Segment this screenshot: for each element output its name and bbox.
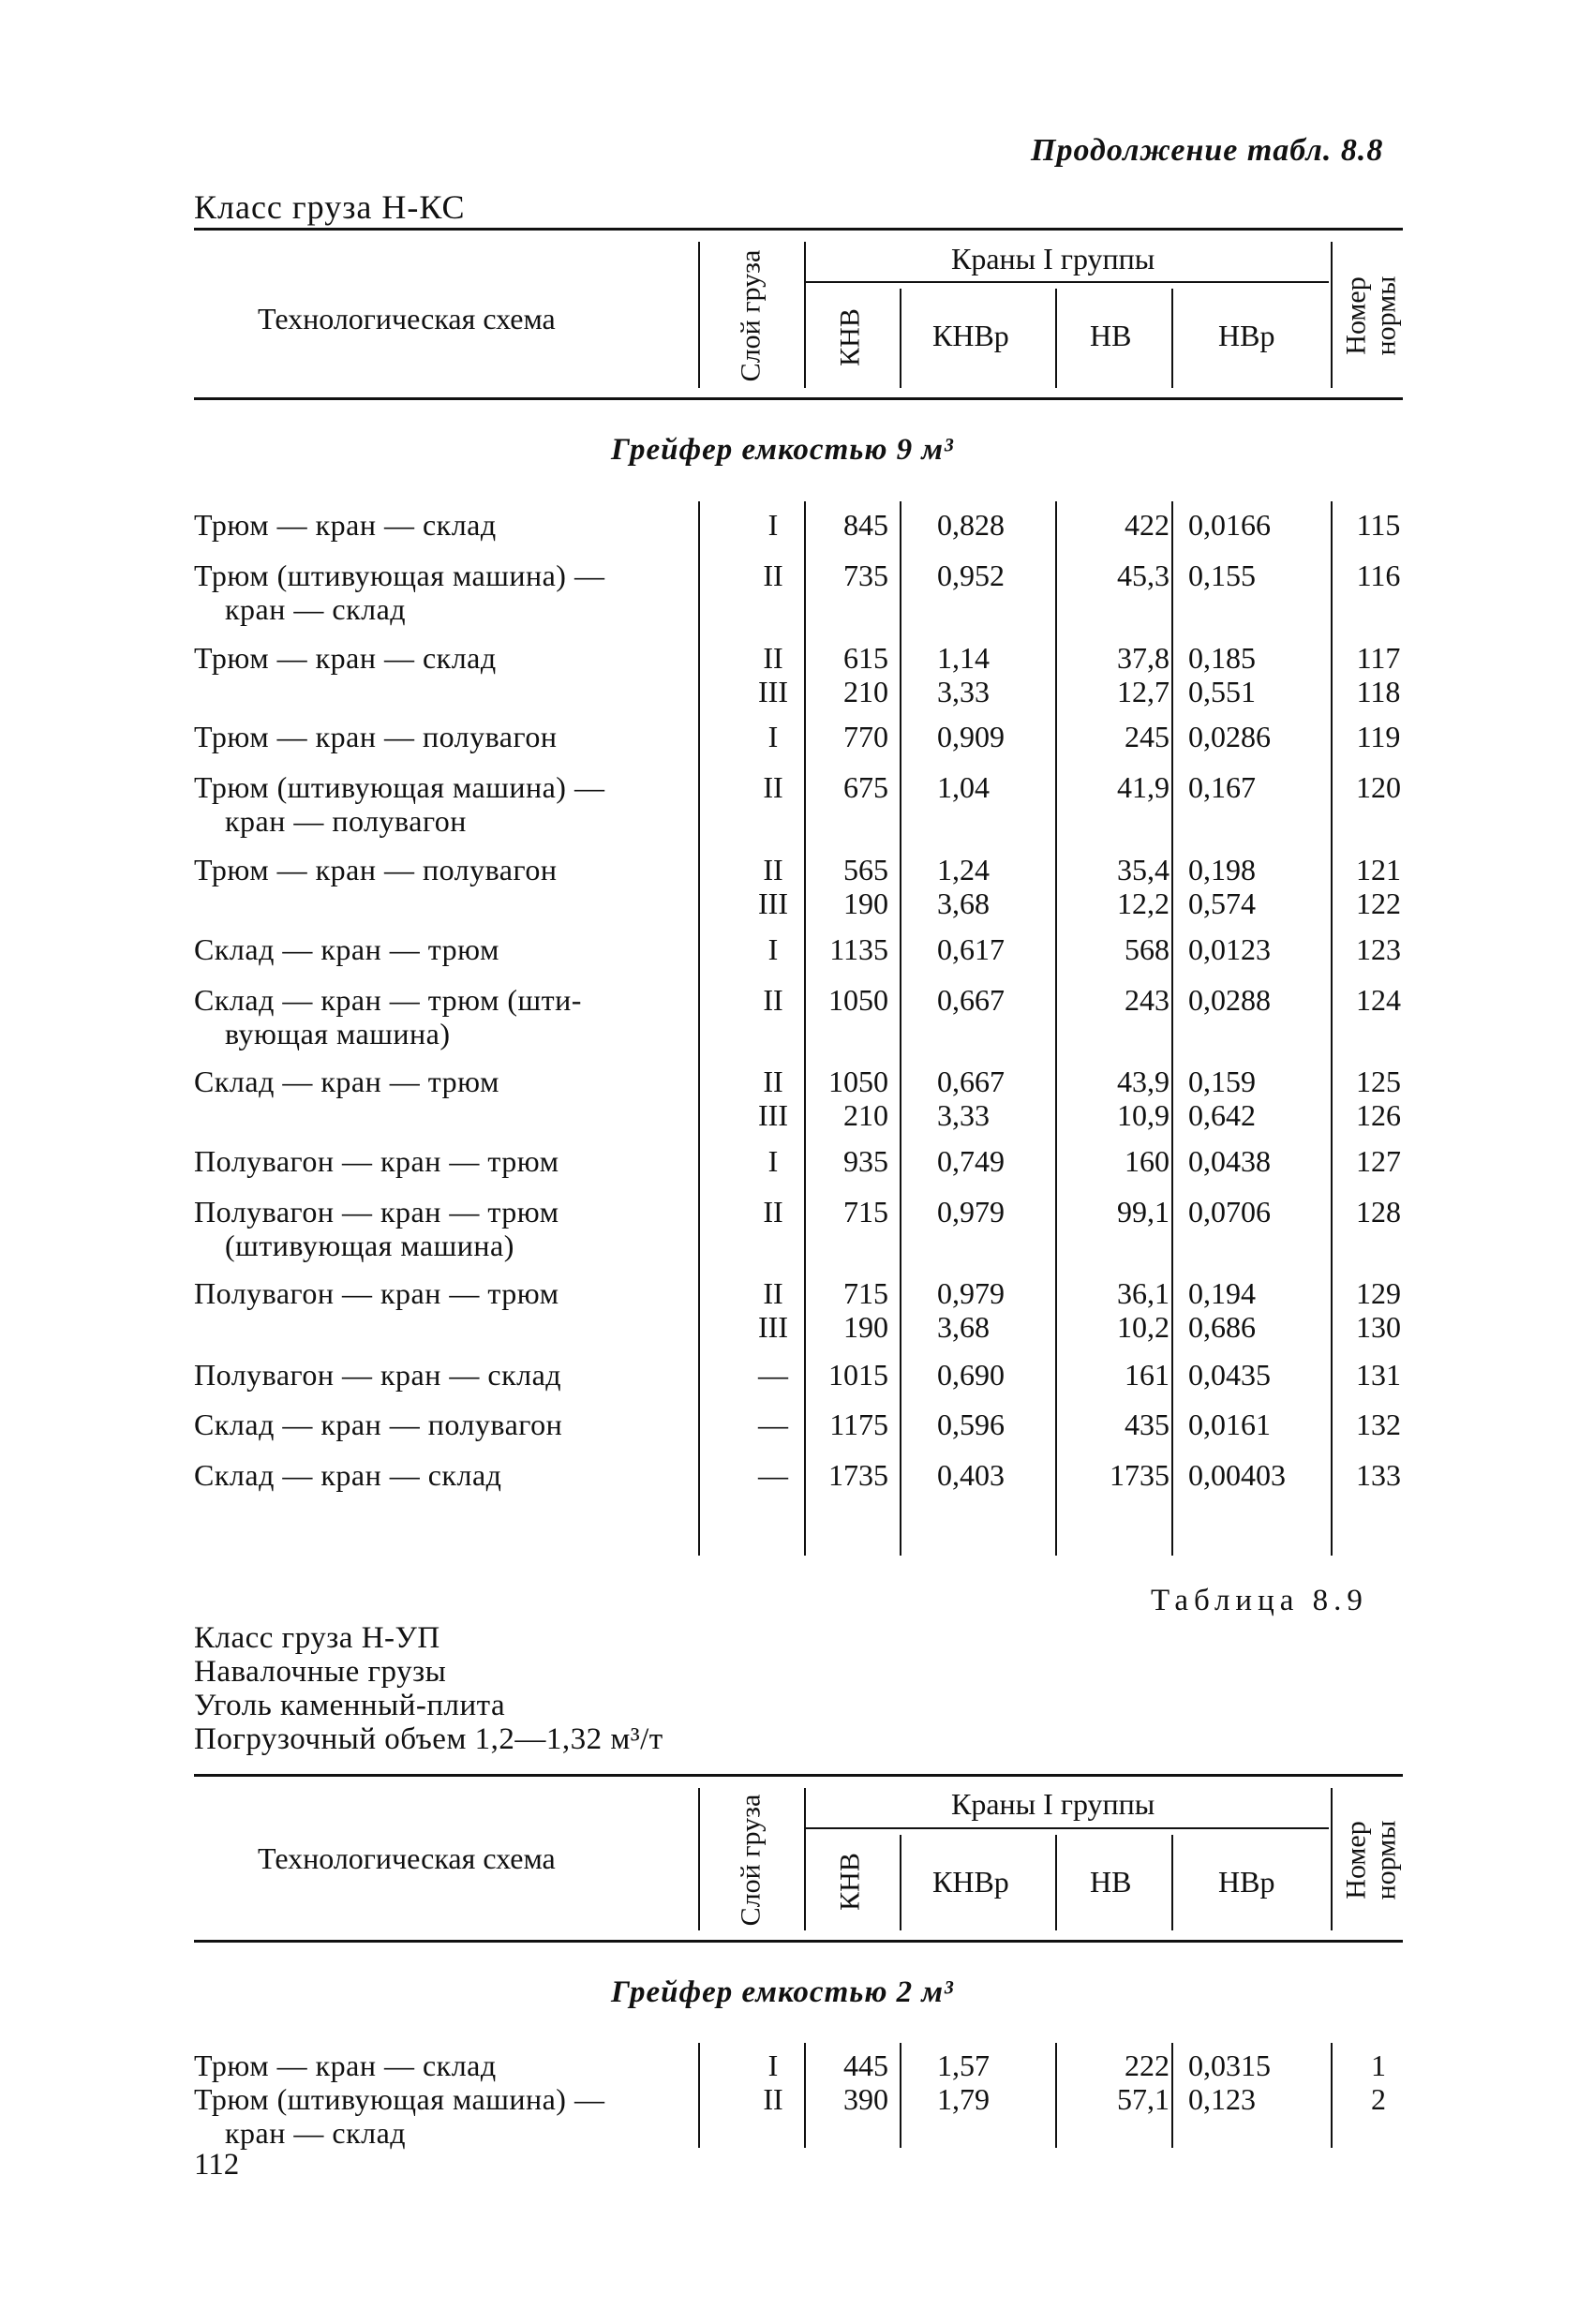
cell-layer: III bbox=[758, 675, 788, 708]
cell-scheme: Полувагон — кран — трюм bbox=[194, 1195, 559, 1229]
cell-nvr: 0,0286 bbox=[1188, 720, 1271, 753]
cell-nv: 422 bbox=[1125, 508, 1169, 542]
cell-scheme: Склад — кран — трюм bbox=[194, 1065, 499, 1098]
cell-nvr: 0,0123 bbox=[1188, 932, 1271, 966]
table2-info-coal: Уголь каменный-плита bbox=[194, 1689, 506, 1722]
cell-layer: I bbox=[767, 720, 779, 753]
table2-top-rule bbox=[194, 1774, 1403, 1777]
table2-hdr-vline bbox=[1171, 1835, 1173, 1930]
table1-body-vline bbox=[1331, 501, 1333, 1556]
cell-knv: 715 bbox=[843, 1195, 888, 1229]
cell-nvr: 0,642 bbox=[1188, 1098, 1256, 1132]
table2-hdr-vline bbox=[1055, 1835, 1057, 1930]
cell-norm: 129 bbox=[1356, 1276, 1401, 1310]
cell-nvr: 0,198 bbox=[1188, 853, 1256, 886]
table1-hdr-vline bbox=[804, 242, 806, 388]
cell-layer: II bbox=[763, 559, 783, 592]
cell-scheme: Склад — кран — трюм bbox=[194, 932, 499, 966]
table1-hdr-vline bbox=[1171, 289, 1173, 388]
cell-norm: 119 bbox=[1356, 720, 1401, 753]
cell-knvr: 3,68 bbox=[937, 886, 990, 920]
cell-layer: — bbox=[758, 1408, 788, 1441]
cell-nv: 435 bbox=[1125, 1408, 1169, 1441]
cell-nvr: 0,0315 bbox=[1188, 2048, 1271, 2082]
table1-group-rule bbox=[804, 281, 1329, 283]
cell-nvr: 0,0706 bbox=[1188, 1195, 1271, 1229]
table2-group-rule bbox=[804, 1827, 1329, 1829]
table1-body-vline bbox=[698, 501, 700, 1556]
t2-header-nv: НВ bbox=[1090, 1865, 1132, 1899]
cell-nv: 245 bbox=[1125, 720, 1169, 753]
table2-hdr-vline bbox=[804, 1788, 806, 1930]
cell-nvr: 0,194 bbox=[1188, 1276, 1256, 1310]
header-nvr: НВр bbox=[1218, 319, 1275, 352]
cell-norm: 125 bbox=[1356, 1065, 1401, 1098]
cell-knv: 210 bbox=[843, 1098, 888, 1132]
cell-norm: 126 bbox=[1356, 1098, 1401, 1132]
header-nv: НВ bbox=[1090, 319, 1132, 352]
cell-knvr: 1,79 bbox=[937, 2082, 990, 2116]
cell-norm: 123 bbox=[1356, 932, 1401, 966]
table1-hdr-vline bbox=[1055, 289, 1057, 388]
table1-body-vline bbox=[1171, 501, 1173, 1556]
cell-scheme: Трюм (штивующая машина) — bbox=[194, 770, 605, 804]
cell-scheme: Склад — кран — склад bbox=[194, 1458, 502, 1492]
cell-nvr: 0,0288 bbox=[1188, 983, 1271, 1017]
cell-scheme: Склад — кран — полувагон bbox=[194, 1408, 563, 1441]
cell-nvr: 0,574 bbox=[1188, 886, 1256, 920]
cell-knvr: 0,952 bbox=[937, 559, 1005, 592]
cell-knv: 565 bbox=[843, 853, 888, 886]
cell-scheme: Трюм (штивующая машина) — bbox=[194, 2082, 605, 2116]
cell-knvr: 0,690 bbox=[937, 1358, 1005, 1392]
cell-norm: 2 bbox=[1371, 2082, 1386, 2116]
cell-norm: 124 bbox=[1356, 983, 1401, 1017]
cell-knv: 615 bbox=[843, 641, 888, 675]
cell-nvr: 0,0166 bbox=[1188, 508, 1271, 542]
table2-info-cargo: Навалочные грузы bbox=[194, 1655, 447, 1689]
cell-nvr: 0,00403 bbox=[1188, 1458, 1286, 1492]
cell-norm: 133 bbox=[1356, 1458, 1401, 1492]
cell-norm: 131 bbox=[1356, 1358, 1401, 1392]
cell-knvr: 0,979 bbox=[937, 1276, 1005, 1310]
cell-nvr: 0,123 bbox=[1188, 2082, 1256, 2116]
cell-nv: 243 bbox=[1125, 983, 1169, 1017]
cell-scheme: Трюм (штивующая машина) — bbox=[194, 559, 605, 592]
cell-knvr: 0,403 bbox=[937, 1458, 1005, 1492]
cell-layer: — bbox=[758, 1458, 788, 1492]
cell-layer: I bbox=[767, 508, 779, 542]
table1-class-title: Класс груза Н-КС bbox=[194, 188, 466, 226]
cell-layer: II bbox=[763, 2082, 783, 2116]
cell-knvr: 0,667 bbox=[937, 1065, 1005, 1098]
cell-nv: 161 bbox=[1125, 1358, 1169, 1392]
header-crane-group: Краны I группы bbox=[951, 242, 1155, 276]
table1-top-rule bbox=[194, 228, 1403, 231]
cell-norm: 130 bbox=[1356, 1310, 1401, 1344]
cell-layer: II bbox=[763, 1276, 783, 1310]
cell-scheme: Склад — кран — трюм (шти- bbox=[194, 983, 582, 1017]
cell-knvr: 0,749 bbox=[937, 1144, 1005, 1178]
t2-header-knv: КНВ bbox=[834, 1853, 866, 1911]
cell-layer: II bbox=[763, 1065, 783, 1098]
cell-nvr: 0,0438 bbox=[1188, 1144, 1271, 1178]
cell-scheme: Полувагон — кран — склад bbox=[194, 1358, 562, 1392]
t2-header-layer: Слой груза bbox=[735, 1794, 767, 1927]
cell-norm: 117 bbox=[1356, 641, 1401, 675]
cell-scheme: кран — склад bbox=[225, 592, 407, 626]
table2-body-vline bbox=[1171, 2043, 1173, 2148]
header-scheme: Технологическая схема bbox=[258, 302, 556, 335]
cell-knvr: 3,33 bbox=[937, 1098, 990, 1132]
cell-layer: I bbox=[767, 932, 779, 966]
cell-nv: 12,7 bbox=[1117, 675, 1169, 708]
cell-knvr: 0,979 bbox=[937, 1195, 1005, 1229]
cell-nvr: 0,686 bbox=[1188, 1310, 1256, 1344]
cell-layer: II bbox=[763, 641, 783, 675]
cell-nvr: 0,0161 bbox=[1188, 1408, 1271, 1441]
cell-knv: 935 bbox=[843, 1144, 888, 1178]
cell-knv: 190 bbox=[843, 1310, 888, 1344]
cell-layer: I bbox=[767, 2048, 779, 2082]
table2-body-vline bbox=[900, 2043, 901, 2148]
cell-scheme: кран — склад bbox=[225, 2116, 407, 2150]
cell-scheme: Трюм — кран — склад bbox=[194, 508, 497, 542]
cell-knv: 1050 bbox=[828, 983, 888, 1017]
t2-header-crane-group: Краны I группы bbox=[951, 1787, 1155, 1821]
t2-header-norm: Номер нормы bbox=[1340, 1820, 1401, 1900]
cell-nv: 36,1 bbox=[1117, 1276, 1169, 1310]
cell-nvr: 0,159 bbox=[1188, 1065, 1256, 1098]
cell-knv: 735 bbox=[843, 559, 888, 592]
cell-knvr: 0,828 bbox=[937, 508, 1005, 542]
cell-nv: 10,2 bbox=[1117, 1310, 1169, 1344]
cell-nv: 35,4 bbox=[1117, 853, 1169, 886]
cell-norm: 115 bbox=[1356, 508, 1401, 542]
cell-nv: 12,2 bbox=[1117, 886, 1169, 920]
cell-nv: 43,9 bbox=[1117, 1065, 1169, 1098]
cell-knvr: 0,667 bbox=[937, 983, 1005, 1017]
cell-knv: 210 bbox=[843, 675, 888, 708]
cell-layer: III bbox=[758, 886, 788, 920]
cell-knv: 390 bbox=[843, 2082, 888, 2116]
cell-norm: 1 bbox=[1371, 2048, 1386, 2082]
table2-body-vline bbox=[1331, 2043, 1333, 2148]
table2-hdr-vline bbox=[900, 1835, 901, 1930]
cell-scheme: кран — полувагон bbox=[225, 804, 467, 838]
cell-nv: 568 bbox=[1125, 932, 1169, 966]
cell-scheme: вующая машина) bbox=[225, 1017, 451, 1050]
table1-hdr-vline bbox=[900, 289, 901, 388]
header-knvr: КНВр bbox=[932, 319, 1009, 352]
cell-norm: 132 bbox=[1356, 1408, 1401, 1441]
cell-knvr: 0,909 bbox=[937, 720, 1005, 753]
cell-knv: 1175 bbox=[829, 1408, 888, 1441]
cell-scheme: Полувагон — кран — трюм bbox=[194, 1276, 559, 1310]
cell-scheme: (штивующая машина) bbox=[225, 1229, 514, 1262]
cell-norm: 122 bbox=[1356, 886, 1401, 920]
t2-header-knvr: КНВр bbox=[932, 1865, 1009, 1899]
cell-nv: 41,9 bbox=[1117, 770, 1169, 804]
header-layer bbox=[736, 250, 766, 382]
cell-knvr: 1,57 bbox=[937, 2048, 990, 2082]
table1-hdr-vline bbox=[698, 242, 700, 388]
cell-nvr: 0,0435 bbox=[1188, 1358, 1271, 1392]
cell-knv: 675 bbox=[843, 770, 888, 804]
cell-knvr: 1,04 bbox=[937, 770, 990, 804]
cell-nvr: 0,167 bbox=[1188, 770, 1256, 804]
cell-knvr: 1,24 bbox=[937, 853, 990, 886]
cell-knv: 770 bbox=[843, 720, 888, 753]
cell-knvr: 0,596 bbox=[937, 1408, 1005, 1441]
cell-scheme: Трюм — кран — склад bbox=[194, 641, 497, 675]
cell-knv: 1135 bbox=[829, 932, 888, 966]
cell-norm: 118 bbox=[1356, 675, 1401, 708]
cell-layer: II bbox=[763, 853, 783, 886]
cell-knv: 1050 bbox=[828, 1065, 888, 1098]
cell-knvr: 3,68 bbox=[937, 1310, 990, 1344]
t2-header-scheme: Технологическая схема bbox=[258, 1841, 556, 1875]
t2-header-nvr: НВр bbox=[1218, 1865, 1275, 1899]
table2-section-title: Грейфер емкостью 2 м³ bbox=[611, 1975, 954, 2009]
table2-hdr-vline bbox=[698, 1788, 700, 1930]
cell-knv: 715 bbox=[843, 1276, 888, 1310]
cell-knv: 1735 bbox=[828, 1458, 888, 1492]
cell-layer: III bbox=[758, 1310, 788, 1344]
table2-info-volume: Погрузочный объем 1,2—1,32 м³/т bbox=[194, 1722, 663, 1756]
cell-scheme: Полувагон — кран — трюм bbox=[194, 1144, 559, 1178]
cell-knvr: 1,14 bbox=[937, 641, 990, 675]
cell-nv: 45,3 bbox=[1117, 559, 1169, 592]
continuation-title: Продолжение табл. 8.8 bbox=[1031, 133, 1384, 168]
cell-norm: 127 bbox=[1356, 1144, 1401, 1178]
cell-scheme: Трюм — кран — полувагон bbox=[194, 720, 558, 753]
table2-header-bottom-rule bbox=[194, 1940, 1403, 1943]
cell-scheme: Трюм — кран — полувагон bbox=[194, 853, 558, 886]
table2-hdr-vline bbox=[1331, 1788, 1333, 1930]
cell-nv: 10,9 bbox=[1117, 1098, 1169, 1132]
cell-knv: 1015 bbox=[828, 1358, 888, 1392]
cell-layer: — bbox=[758, 1358, 788, 1392]
cell-nv: 37,8 bbox=[1117, 641, 1169, 675]
table1-header-bottom-rule bbox=[194, 397, 1403, 400]
header-knv: КНВ bbox=[834, 308, 866, 366]
cell-layer: III bbox=[758, 1098, 788, 1132]
cell-knvr: 3,33 bbox=[937, 675, 990, 708]
table1-body-vline bbox=[900, 501, 901, 1556]
cell-norm: 121 bbox=[1356, 853, 1401, 886]
cell-norm: 116 bbox=[1356, 559, 1401, 592]
cell-nv: 160 bbox=[1125, 1144, 1169, 1178]
header-layer-text: Слой груза bbox=[735, 249, 767, 382]
cell-knv: 445 bbox=[843, 2048, 888, 2082]
cell-scheme: Трюм — кран — склад bbox=[194, 2048, 497, 2082]
cell-nv: 222 bbox=[1125, 2048, 1169, 2082]
table1-section-title: Грейфер емкостью 9 м³ bbox=[611, 433, 954, 467]
cell-norm: 120 bbox=[1356, 770, 1401, 804]
table2-body-vline bbox=[698, 2043, 700, 2148]
cell-nvr: 0,155 bbox=[1188, 559, 1256, 592]
cell-nv: 57,1 bbox=[1117, 2082, 1169, 2116]
page-number: 112 bbox=[194, 2148, 240, 2182]
cell-knv: 845 bbox=[843, 508, 888, 542]
cell-nvr: 0,551 bbox=[1188, 675, 1256, 708]
cell-knvr: 0,617 bbox=[937, 932, 1005, 966]
header-norm: Номер нормы bbox=[1340, 276, 1401, 356]
table2-label: Таблица 8.9 bbox=[1151, 1584, 1368, 1617]
table1-hdr-vline bbox=[1331, 242, 1333, 388]
cell-nv: 1735 bbox=[1110, 1458, 1169, 1492]
cell-nvr: 0,185 bbox=[1188, 641, 1256, 675]
cell-norm: 128 bbox=[1356, 1195, 1401, 1229]
cell-layer: I bbox=[767, 1144, 779, 1178]
cell-layer: II bbox=[763, 983, 783, 1017]
cell-layer: II bbox=[763, 1195, 783, 1229]
cell-layer: II bbox=[763, 770, 783, 804]
cell-nv: 99,1 bbox=[1117, 1195, 1169, 1229]
table2-info-class: Класс груза Н-УП bbox=[194, 1621, 440, 1655]
cell-knv: 190 bbox=[843, 886, 888, 920]
